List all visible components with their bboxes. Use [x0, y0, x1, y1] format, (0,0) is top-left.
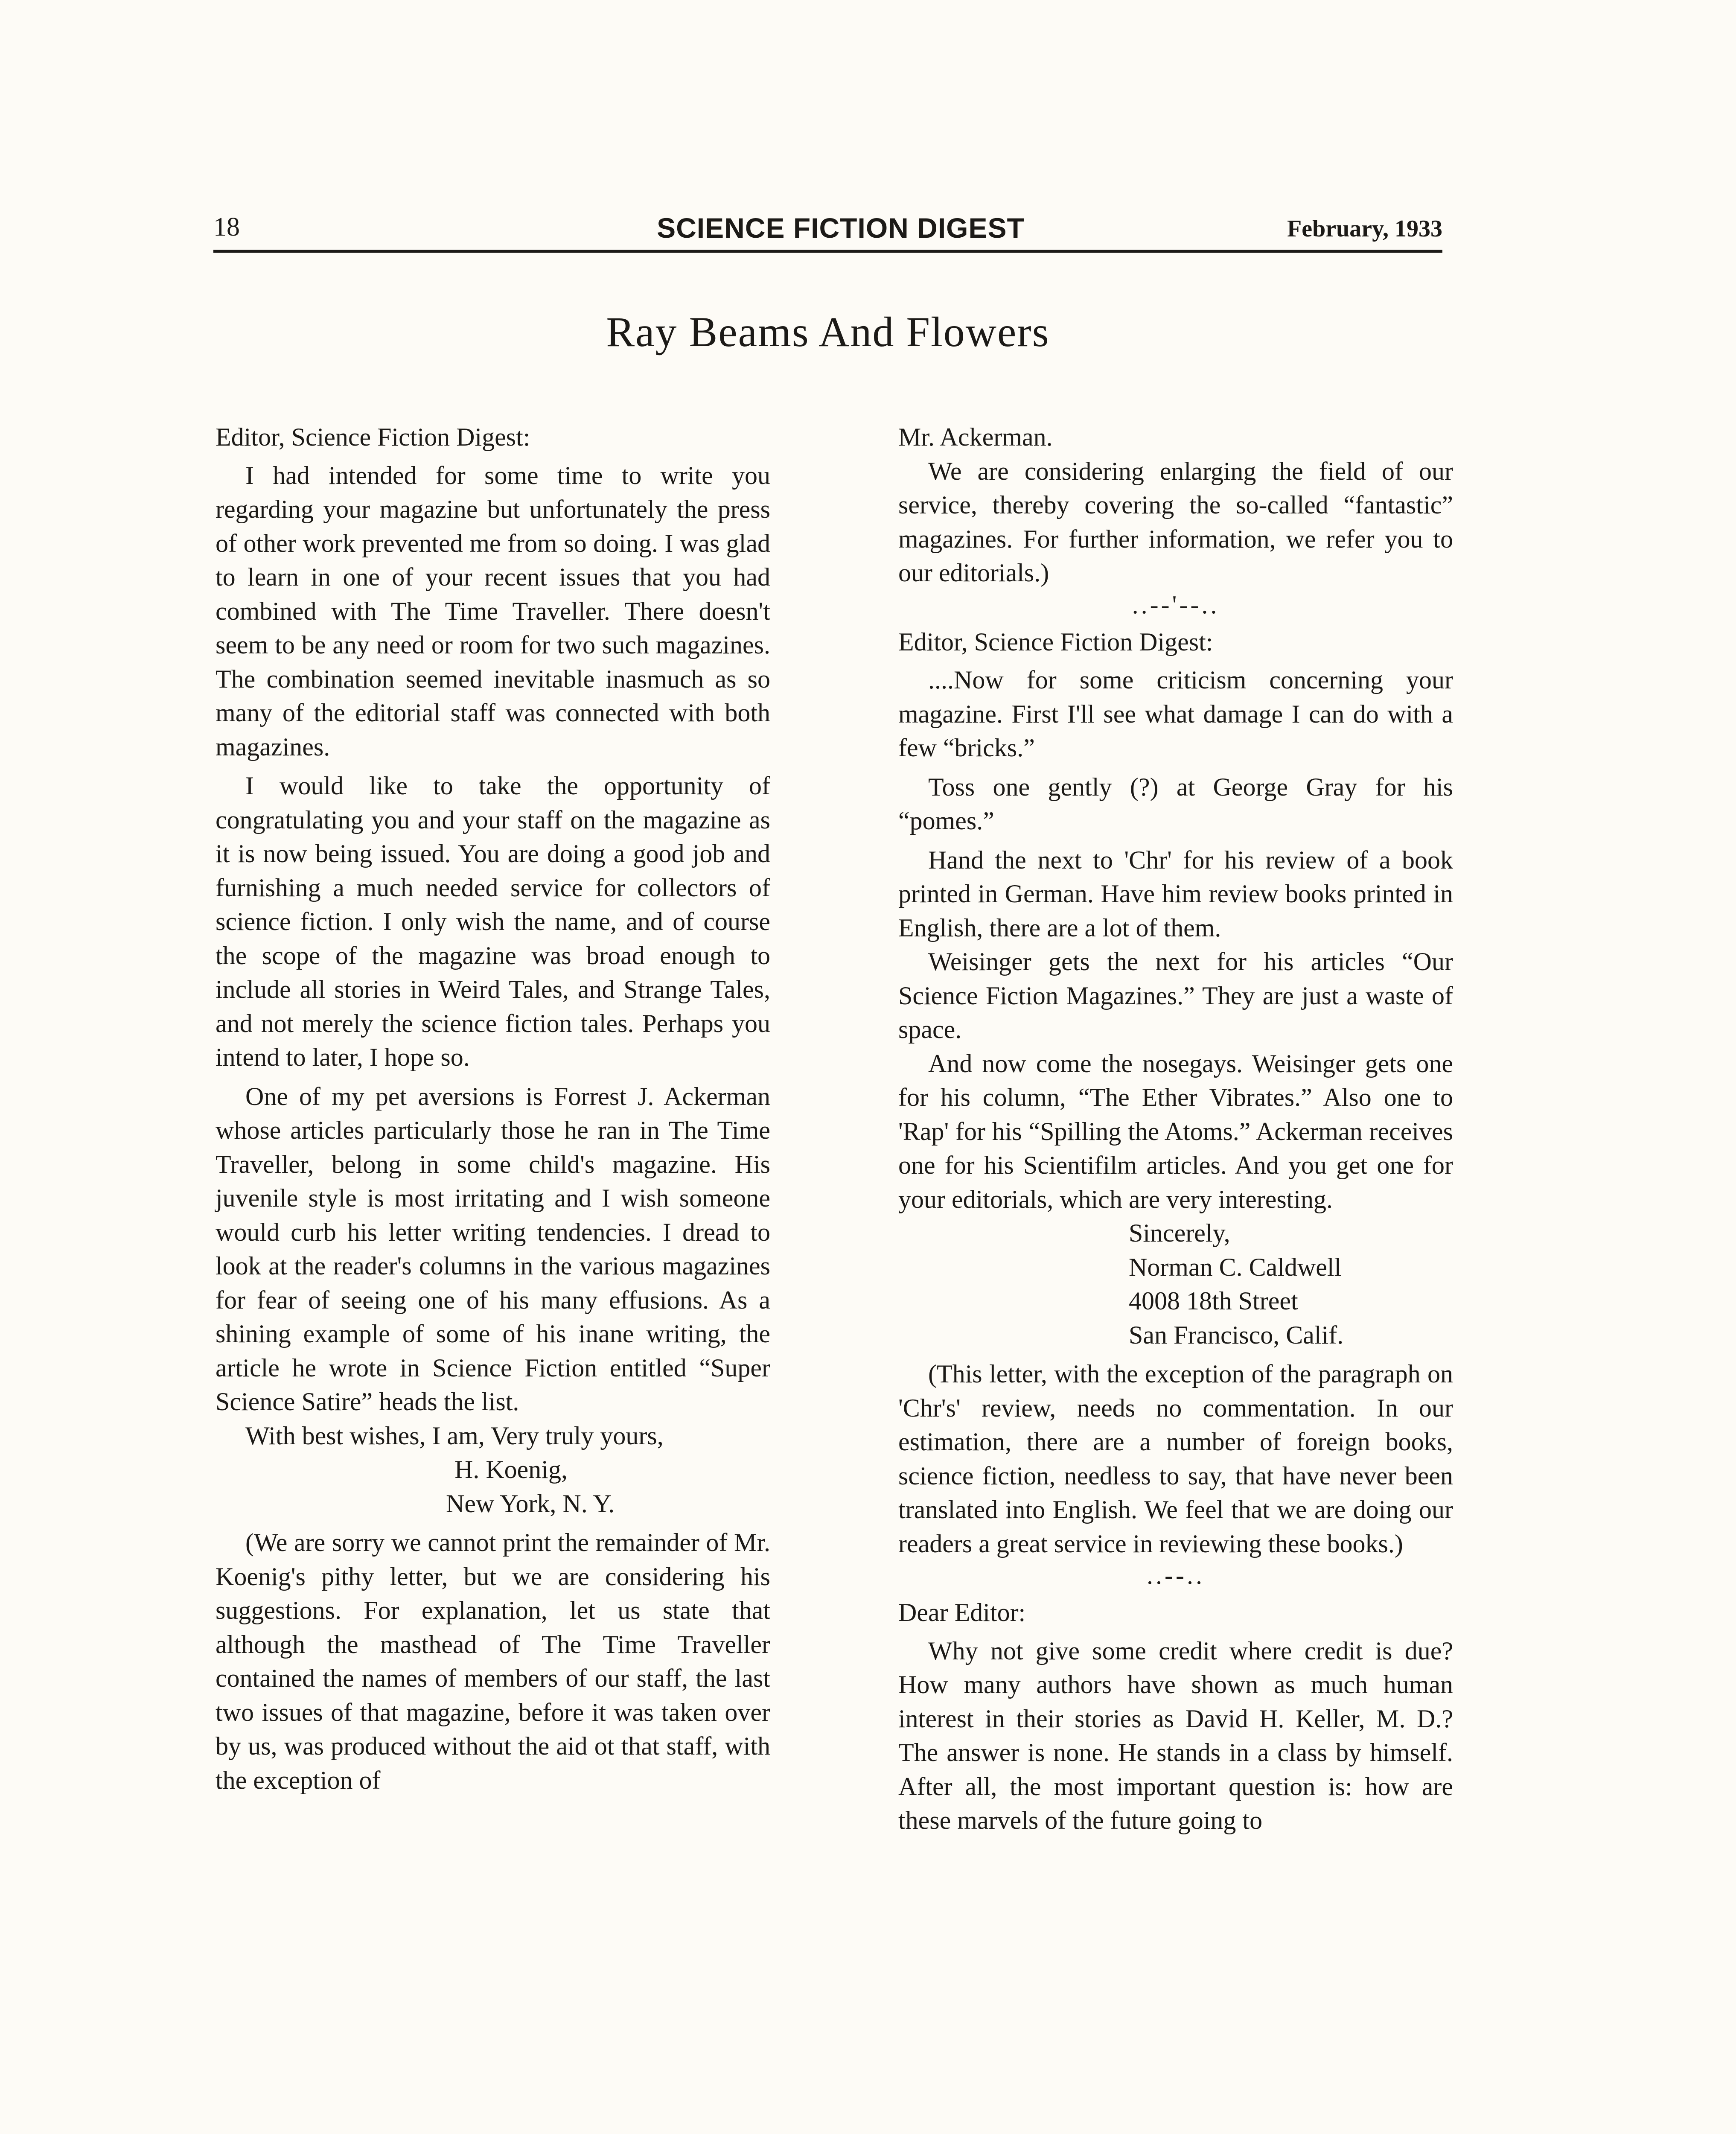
- editor-reply-continued: Mr. Ackerman.: [898, 423, 1053, 451]
- letter3-salutation: Dear Editor:: [898, 1598, 1026, 1627]
- letter2-paragraph: Weisinger gets the next for his articles “Our Science Fiction Magazines.” They are just a waste of space.: [898, 947, 1453, 1044]
- article-title: Ray Beams And Flowers: [606, 308, 1050, 356]
- letter2-signature: 4008 18th Street: [1129, 1287, 1298, 1315]
- letter2-signature: Sincerely,: [1129, 1219, 1230, 1247]
- letter2-paragraph: Hand the next to 'Chr' for his review of a book printed in German. Have him review books printed in English, there are a lot of them.: [898, 845, 1453, 942]
- letter3-paragraph: Why not give some credit where credit is due? How many authors have shown as much human interest in their stories as David H. Keller, M. D.? The answer is none. He stands in a class by himself. After all, the most important question is: how are these marvels of the future going to: [898, 1636, 1453, 1834]
- letter1-paragraph: One of my pet aversions is Forrest J. Ackerman whose articles particularly those he ran in The Time Traveller, belong in some child's magazine. His juvenile style is most irritating and I wish someone would curb his letter writing tendencies. I dread to look at the reader's columns in the various magazines for fear of seeing one of his many effusions. As a shining example of some of his inane writing, the article he wrote in Science Fiction entitled “Super Science Satire” heads the list.: [216, 1082, 770, 1416]
- page-number: 18: [213, 213, 240, 242]
- left-column: [216, 420, 770, 1797]
- editor-reply: (This letter, with the exception of the paragraph on 'Chr's' review, needs no commentation. In our estimation, there are a number of foreign books, science fiction, needless to say, that have never been translated into English. We feel that we are doing our readers a great service in reviewing these books.): [898, 1360, 1453, 1558]
- letter1-paragraph: I would like to take the opportunity of congratulating you and your staff on the magazine as it is now being issued. You are doing a good job and furnishing a much needed service for collectors of science fiction. I only wish the name, and of course the scope of the magazine was broad enough to include all stories in Weird Tales, and Strange Tales, and not merely the science fiction tales. Perhaps you intend to later, I hope so.: [216, 772, 770, 1071]
- editor-reply-paragraph: We are considering enlarging the field of our service, thereby covering the so-called “fantastic” magazines. For further information, we refer you to our editorials.): [898, 457, 1453, 587]
- letter2-paragraph: Toss one gently (?) at George Gray for his “pomes.”: [898, 773, 1453, 835]
- letter1-salutation: Editor, Science Fiction Digest:: [216, 423, 530, 451]
- letter2-paragraph: ....Now for some criticism concerning your magazine. First I'll see what damage I can do with a few “bricks.”: [898, 666, 1453, 762]
- letter1-signature-place: New York, N. Y.: [446, 1489, 615, 1518]
- letter1-closing: With best wishes, I am, Very truly yours,: [245, 1421, 664, 1450]
- letter2-signature: Norman C. Caldwell: [1129, 1253, 1342, 1281]
- running-header: [213, 209, 1442, 248]
- header-rule: [213, 250, 1442, 253]
- letter2-salutation: Editor, Science Fiction Digest:: [898, 627, 1213, 656]
- letter2-signature: San Francisco, Calif.: [1129, 1321, 1344, 1349]
- magazine-name: SCIENCE FICTION DIGEST: [657, 212, 1025, 244]
- letter2-paragraph: And now come the nosegays. Weisinger gets one for his column, “The Ether Vibrates.” Also one to 'Rap' for his “Spilling the Atoms.” Ackerman receives one for his Scientifilm articles. And you get one for your editorials, which are very interesting.: [898, 1049, 1453, 1213]
- section-separator: ..--'--..: [1132, 590, 1220, 619]
- letter1-signature-name: H. Koenig,: [454, 1455, 568, 1484]
- section-separator: ..--..: [1147, 1561, 1205, 1589]
- letter1-paragraph: I had intended for some time to write you regarding your magazine but unfortunately the press of other work prevented me from so doing. I was glad to learn in one of your recent issues that you had combined with The Time Traveller. There doesn't seem to be any need or room for two such magazines. The combination seemed inevitable inasmuch as so many of the editorial staff was connected with both magazines.: [216, 461, 770, 761]
- editor-reply: (We are sorry we cannot print the remainder of Mr. Koenig's pithy letter, but we are considering his suggestions. For explanation, let us state that although the masthead of The Time Traveller contained the names of members of our staff, the last two issues of that magazine, before it was taken over by us, was produced without the aid ot that staff, with the exception of: [216, 1528, 770, 1794]
- issue-date: February, 1933: [1287, 216, 1442, 242]
- right-column: [898, 420, 1453, 1838]
